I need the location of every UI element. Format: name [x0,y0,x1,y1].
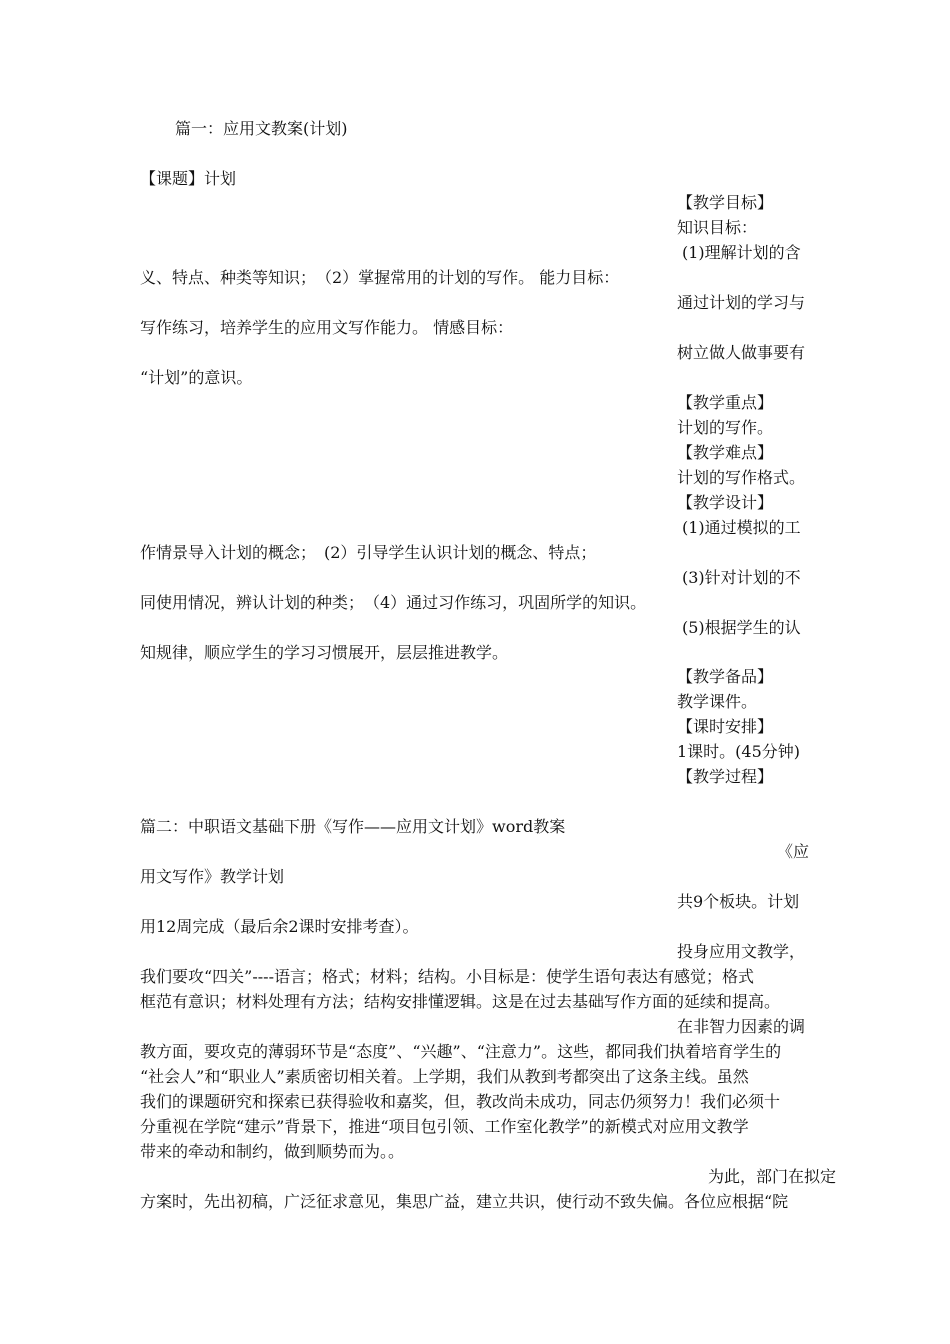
text-line: 计划的写作格式。 [677,468,806,487]
text-line: “社会人”和“职业人”素质密切相关着。上学期，我们从教到考都突出了这条主线。虽然 [140,1067,749,1086]
text-line: (5)根据学生的认 [682,618,801,637]
text-line: 我们要攻“四关”----语言；格式；材料；结构。小目标是：使学生语句表达有感觉；格式 [140,967,754,986]
text-line: 教学课件。 [677,692,758,711]
text-line: 写作练习，培养学生的应用文写作能力。 情感目标： [140,318,514,337]
text-line: 树立做人做事要有 [677,343,806,362]
text-line: 教方面，要攻克的薄弱环节是“态度”、“兴趣”、“注意力”。这些，都同我们执着培育学生的 [140,1042,782,1061]
text-line: 1课时。(45分钟) [677,742,801,761]
text-line: 方案时，先出初稿，广泛征求意见，集思广益，建立共识，使行动不致失偏。各位应根据“院 [140,1192,789,1211]
text-line: 用文写作》教学计划 [140,867,285,886]
text-line: 投身应用文教学， [677,942,806,961]
text-line: 义、特点、种类等知识； （2）掌握常用的计划的写作。 能力目标： [140,268,620,287]
supplies-heading: 【教学备品】 [677,667,774,686]
process-heading: 【教学过程】 [677,767,774,786]
text-line: 共9个板块。计划 [677,892,800,911]
text-line: 同使用情况，辨认计划的种类； （4）通过习作练习，巩固所学的知识。 [140,593,647,612]
heading-part-two: 篇二：中职语文基础下册《写作——应用文计划》word教案 [140,817,566,836]
lesson-topic: 【课题】计划 [140,169,237,188]
text-line: 知规律，顺应学生的学习习惯展开，层层推进教学。 [140,643,509,662]
text-line: 计划的写作。 [677,418,774,437]
text-line: (3)针对计划的不 [682,568,801,587]
text-line: 知识目标： [677,218,758,237]
teaching-goals-heading: 【教学目标】 [677,193,774,212]
key-points-heading: 【教学重点】 [677,393,774,412]
design-heading: 【教学设计】 [677,493,774,512]
difficulties-heading: 【教学难点】 [677,443,774,462]
schedule-heading: 【课时安排】 [677,717,774,736]
text-line: 分重视在学院“建示”背景下，推进“项目包引领、工作室化教学”的新模式对应用文教学 [140,1117,749,1136]
text-line: 在非智力因素的调 [677,1017,806,1036]
text-line: 《应 [777,842,810,861]
text-line: 通过计划的学习与 [677,293,806,312]
text-line: 带来的牵动和制约，做到顺势而为。。 [140,1142,405,1161]
heading-part-one: 篇一：应用文教案(计划) [175,119,348,138]
text-line: 用12周完成（最后余2课时安排考查）。 [140,917,419,936]
text-line: 框范有意识；材料处理有方法；结构安排懂逻辑。这是在过去基础写作方面的延续和提高。 [140,992,781,1011]
text-line: “计划”的意识。 [140,368,253,387]
text-line: (1)通过模拟的工 [682,518,801,537]
text-line: 我们的课题研究和探索已获得验收和嘉奖，但，教改尚未成功，同志仍须努力！我们必须十 [140,1092,781,1111]
text-line: 为此，部门在拟定 [708,1167,837,1186]
text-line: (1)理解计划的含 [682,243,801,262]
text-line: 作情景导入计划的概念； (2）引导学生认识计划的概念、特点； [140,543,597,562]
